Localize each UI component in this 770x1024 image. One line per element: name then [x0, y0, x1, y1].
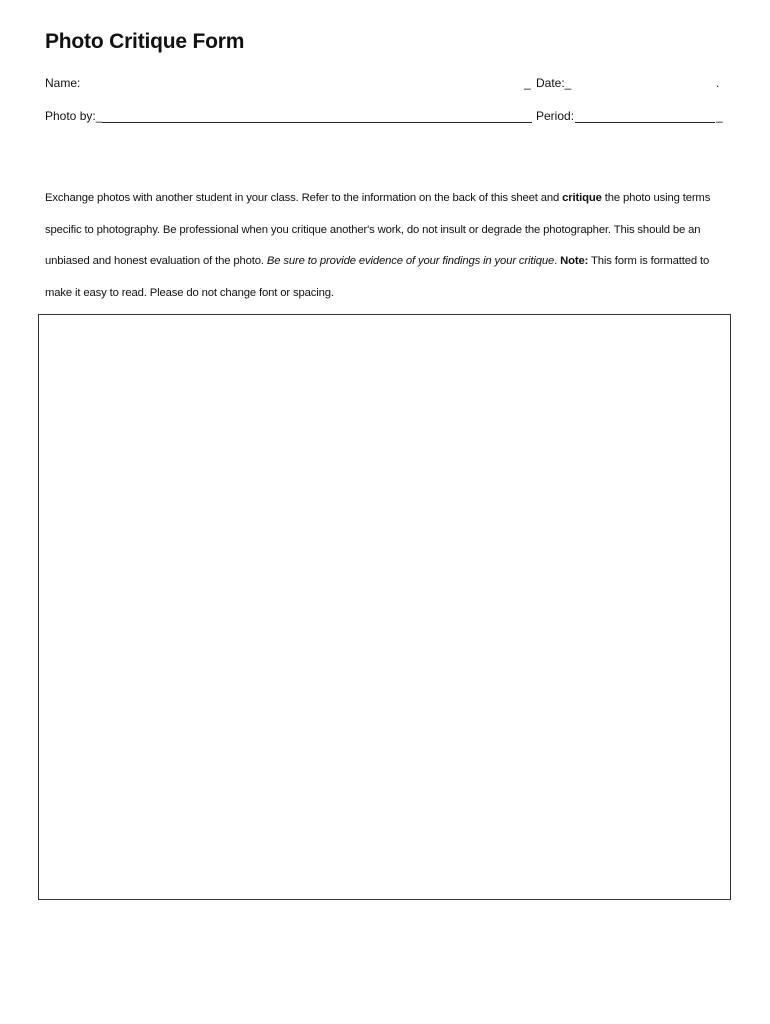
instructions-text-1: Exchange photos with another student in your class. Refer to the information on the back of this sheet and	[45, 192, 563, 204]
instructions-bold-note: Note:	[560, 255, 589, 267]
date-field[interactable]	[572, 76, 715, 89]
name-date-row	[45, 76, 725, 94]
page-title: Photo Critique Form	[45, 30, 245, 53]
name-label: Name:	[45, 76, 81, 90]
date-label: Date:_	[536, 76, 572, 90]
name-field-end-mark: _	[524, 76, 531, 90]
photo-area-box[interactable]	[38, 314, 731, 900]
period-field-end-mark: _	[716, 109, 723, 123]
instructions-bold-critique: critique	[562, 192, 602, 204]
photo-by-period-row	[45, 109, 725, 127]
instructions-text-3: .	[554, 255, 561, 267]
date-field-end-mark: .	[716, 76, 720, 90]
period-field[interactable]	[575, 109, 715, 123]
period-label: Period:	[536, 109, 575, 123]
photo-by-label: Photo by:_	[45, 109, 103, 123]
instructions-italic-evidence: Be sure to provide evidence of your findings in your critique	[266, 255, 555, 267]
instructions-text-2: the photo using terms specific to photography. Be professional when you critique another's work, do not insult or degrade the photographer. This should be an unbiased and honest evaluation of the photo.	[45, 192, 711, 267]
instructions-text-4: This form is formatted to make it easy to read. Please do not change font or spacing.	[45, 255, 710, 299]
instructions-paragraph	[45, 183, 725, 309]
name-field[interactable]	[85, 76, 523, 89]
photo-by-field[interactable]	[102, 109, 532, 123]
